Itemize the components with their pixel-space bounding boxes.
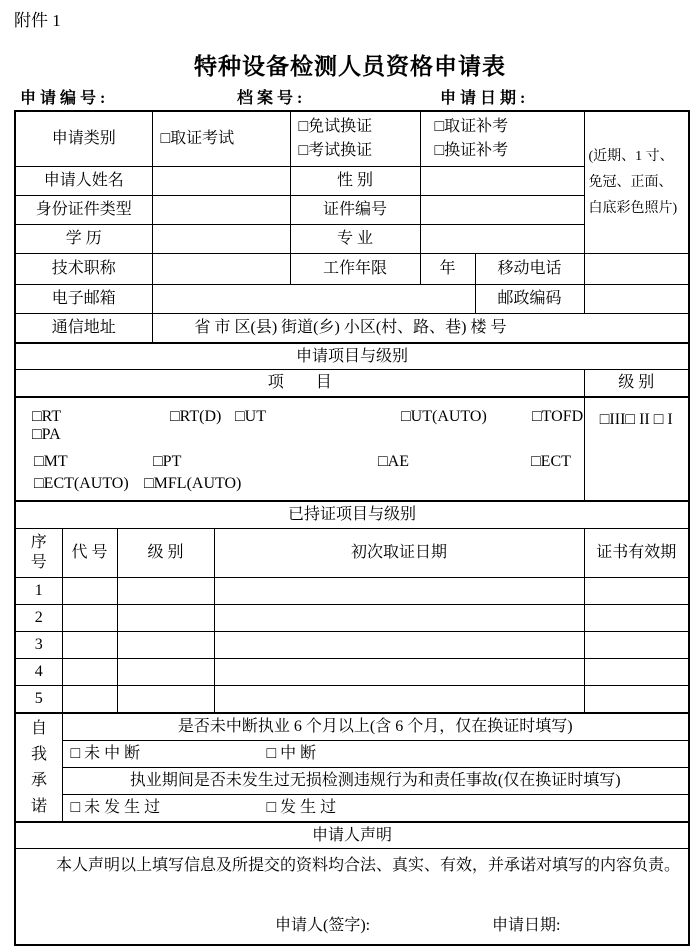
cert-row-2 (16, 605, 688, 632)
education-label: 学 历 (16, 225, 152, 254)
row-number: 3 (16, 632, 62, 659)
row-number: 4 (16, 659, 62, 686)
level-input-2[interactable] (117, 605, 214, 632)
cert-row-4 (16, 659, 688, 686)
checkbox-renewal-retake[interactable]: □换证补考 (434, 142, 509, 159)
page-title: 特种设备检测人员资格申请表 (194, 54, 506, 79)
first-date-input-4[interactable] (214, 659, 584, 686)
first-cert-date-column-header: 初次取证日期 (214, 529, 584, 578)
seq-column-header: 序号 (16, 529, 62, 578)
declaration-table (16, 822, 688, 944)
declaration-section-title: 申请人声明 (16, 823, 688, 849)
project-options (16, 404, 584, 494)
project-options-cell (16, 397, 584, 501)
gender-label: 性 别 (290, 167, 420, 196)
code-input-5[interactable] (62, 686, 117, 713)
certificates-section-title: 已持证项目与级别 (16, 502, 688, 529)
checkbox-ae[interactable]: □AE (378, 453, 409, 470)
attachment-label: 附件 1 (14, 11, 61, 30)
code-input-2[interactable] (62, 605, 117, 632)
gender-input[interactable] (420, 167, 584, 196)
commitment-question-1: 是否未中断执业 6 个月以上(含 6 个月，仅在换证时填写) (62, 714, 688, 741)
cert-row-3 (16, 632, 688, 659)
checkbox-certification-exam[interactable]: □取证考试 (152, 112, 290, 167)
postcode-label: 邮政编码 (475, 285, 584, 314)
checkbox-interrupted[interactable]: □ 中 断 (266, 745, 317, 762)
retake-options-cell (420, 112, 584, 167)
id-type-label: 身份证件类型 (16, 196, 152, 225)
signature-line (16, 916, 688, 936)
checkbox-tofd[interactable]: □TOFD (532, 408, 584, 425)
certificates-table (16, 501, 688, 713)
projects-table (16, 343, 688, 501)
level-options[interactable]: □III□ II □ I (584, 397, 688, 501)
validity-input-4[interactable] (584, 659, 688, 686)
level-input-5[interactable] (117, 686, 214, 713)
mobile-input[interactable] (584, 254, 688, 285)
first-date-input-1[interactable] (214, 578, 584, 605)
major-input[interactable] (420, 225, 584, 254)
work-years-label: 工作年限 (290, 254, 420, 285)
id-number-label: 证件编号 (290, 196, 420, 225)
code-input-4[interactable] (62, 659, 117, 686)
tech-title-input[interactable] (152, 254, 290, 285)
checkbox-certification-retake[interactable]: □取证补考 (434, 118, 509, 135)
checkbox-ect[interactable]: □ECT (531, 453, 571, 470)
commitment-table (16, 713, 688, 822)
row-number: 2 (16, 605, 62, 632)
row-number: 5 (16, 686, 62, 713)
validity-column-header: 证书有效期 (584, 529, 688, 578)
checkbox-exempt-renewal[interactable]: □免试换证 (298, 118, 373, 135)
first-date-input-5[interactable] (214, 686, 584, 713)
application-date-label: 申 请 日 期 : (440, 90, 526, 107)
applicant-name-input[interactable] (152, 167, 290, 196)
checkbox-rt[interactable]: □RT (32, 408, 62, 425)
checkbox-not-interrupted[interactable]: □ 未 中 断 (70, 745, 141, 762)
address-label: 通信地址 (16, 314, 152, 343)
code-input-3[interactable] (62, 632, 117, 659)
renewal-options-cell (290, 112, 420, 167)
checkbox-ect-auto[interactable]: □ECT(AUTO) (34, 475, 129, 492)
checkbox-pt[interactable]: □PT (153, 453, 182, 470)
checkbox-ut-auto[interactable]: □UT(AUTO) (401, 408, 487, 425)
checkbox-mfl-auto[interactable]: □MFL(AUTO) (144, 475, 242, 492)
education-input[interactable] (152, 225, 290, 254)
id-type-input[interactable] (152, 196, 290, 225)
cert-row-1 (16, 578, 688, 605)
email-input[interactable] (152, 285, 475, 314)
category-label: 申请类别 (16, 112, 152, 167)
signature-date-label[interactable]: 申请日期: (492, 917, 561, 934)
basic-info-table (16, 112, 688, 343)
checkbox-no-violation[interactable]: □ 未 发 生 过 (70, 799, 161, 816)
declaration-cell (16, 849, 688, 945)
validity-input-1[interactable] (584, 578, 688, 605)
self-commitment-label: 自我承诺 (16, 714, 62, 822)
commitment-q1-options (62, 741, 688, 768)
tech-title-label: 技术职称 (16, 254, 152, 285)
checkbox-violation[interactable]: □ 发 生 过 (266, 799, 337, 816)
level-input-4[interactable] (117, 659, 214, 686)
id-number-input[interactable] (420, 196, 584, 225)
address-input[interactable]: 省 市 区(县) 街道(乡) 小区(村、路、巷) 楼 号 (152, 314, 688, 343)
application-number-label: 申 请 编 号 : (20, 90, 106, 107)
checkbox-rt-d[interactable]: □RT(D) (170, 408, 222, 425)
code-column-header: 代 号 (62, 529, 117, 578)
cert-row-5 (16, 686, 688, 713)
checkbox-pa[interactable]: □PA (32, 426, 61, 443)
checkbox-exam-renewal[interactable]: □考试换证 (298, 142, 373, 159)
top-fields-row (14, 85, 686, 105)
applicant-name-label: 申请人姓名 (16, 167, 152, 196)
level-input-3[interactable] (117, 632, 214, 659)
checkbox-mt[interactable]: □MT (34, 453, 68, 470)
validity-input-5[interactable] (584, 686, 688, 713)
postcode-input[interactable] (584, 285, 688, 314)
validity-input-2[interactable] (584, 605, 688, 632)
validity-input-3[interactable] (584, 632, 688, 659)
photo-box: (近期、1 寸、免冠、正面、白底彩色照片) (584, 112, 688, 254)
declaration-text: 本人声明以上填写信息及所提交的资料均合法、真实、有效，并承诺对填写的内容负责。 (56, 857, 681, 874)
projects-section-title: 申请项目与级别 (16, 344, 688, 370)
email-label: 电子邮箱 (16, 285, 152, 314)
commitment-q2-options (62, 795, 688, 822)
file-number-label: 档 案 号 : (237, 90, 303, 107)
year-unit-label: 年 (420, 254, 475, 285)
commitment-question-2: 执业期间是否未发生过无损检测违规行为和责任事故(仅在换证时填写) (62, 768, 688, 795)
first-date-input-2[interactable] (214, 605, 584, 632)
signature-label[interactable]: 申请人(签字): (275, 917, 371, 934)
first-date-input-3[interactable] (214, 632, 584, 659)
project-column-header: 项 目 (16, 370, 584, 398)
cert-level-column-header: 级 别 (117, 529, 214, 578)
major-label: 专 业 (290, 225, 420, 254)
code-input-1[interactable] (62, 578, 117, 605)
mobile-label: 移动电话 (475, 254, 584, 285)
level-column-header: 级 别 (584, 370, 688, 398)
checkbox-ut[interactable]: □UT (235, 408, 266, 425)
level-input-1[interactable] (117, 578, 214, 605)
row-number: 1 (16, 578, 62, 605)
form-table (14, 110, 690, 946)
